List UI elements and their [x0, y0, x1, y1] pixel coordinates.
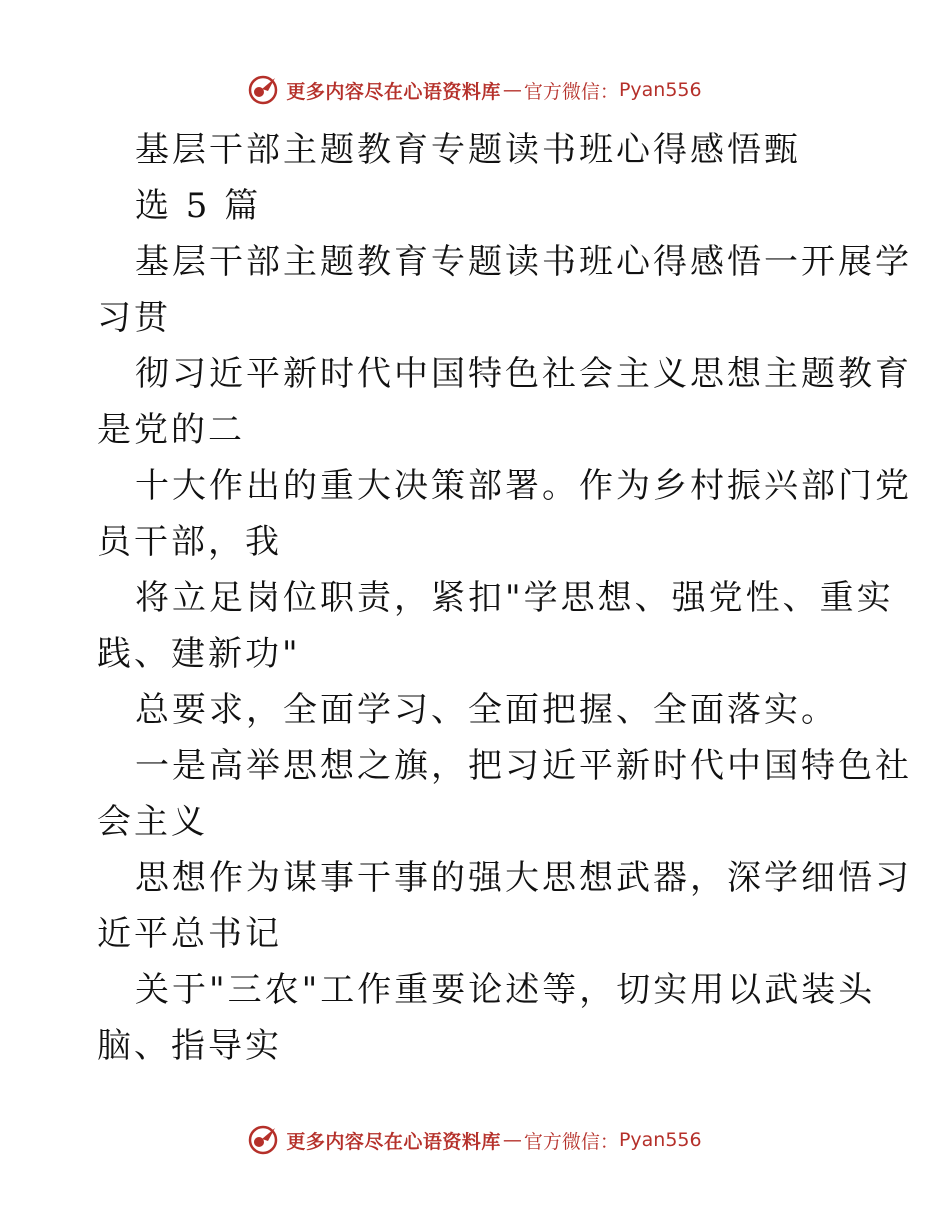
- text-line: 会主义: [97, 802, 208, 842]
- text-line: 基层干部主题教育专题读书班心得感悟一开展学: [135, 242, 912, 282]
- text-line: 总要求，全面学习、全面把握、全面落实。: [135, 690, 838, 730]
- header-banner-handle: Pyan556: [618, 79, 702, 101]
- footer-watermark-banner: [0, 1120, 950, 1160]
- text-line: 是党的二: [97, 410, 245, 450]
- text-line: 践、建新功": [97, 634, 301, 674]
- header-banner-label: 官方微信：: [523, 80, 619, 103]
- text-line: 彻习近平新时代中国特色社会主义思想主题教育: [135, 354, 912, 394]
- footer-banner-handle: Pyan556: [618, 1129, 702, 1151]
- text-line: 基层干部主题教育专题读书班心得感悟甄: [135, 130, 801, 170]
- text-line: 脑、指导实: [97, 1026, 282, 1066]
- header-banner-text: 更多内容尽在心语资料库: [286, 80, 501, 103]
- footer-banner-separator: —: [502, 1129, 522, 1151]
- text-line: 选 5 篇: [135, 186, 262, 226]
- text-line: 关于"三农"工作重要论述等，切实用以武装头: [135, 970, 876, 1010]
- text-line: 一是高举思想之旗，把习近平新时代中国特色社: [135, 746, 912, 786]
- header-banner-separator: —: [502, 79, 522, 101]
- footer-banner-label: 官方微信：: [523, 1130, 619, 1153]
- text-line: 习贯: [97, 298, 171, 338]
- text-line: 十大作出的重大决策部署。作为乡村振兴部门党: [135, 466, 912, 506]
- quill-logo-icon: [248, 1125, 278, 1155]
- text-line: 员干部，我: [97, 522, 282, 562]
- header-watermark-banner: [0, 70, 950, 110]
- text-line: 将立足岗位职责，紧扣"学思想、强党性、重实: [135, 578, 894, 618]
- quill-logo-icon: [248, 75, 278, 105]
- footer-banner-text: 更多内容尽在心语资料库: [286, 1130, 501, 1153]
- text-line: 思想作为谋事干事的强大思想武器，深学细悟习: [135, 858, 912, 898]
- document-body: [97, 122, 912, 1074]
- text-line: 近平总书记: [97, 914, 282, 954]
